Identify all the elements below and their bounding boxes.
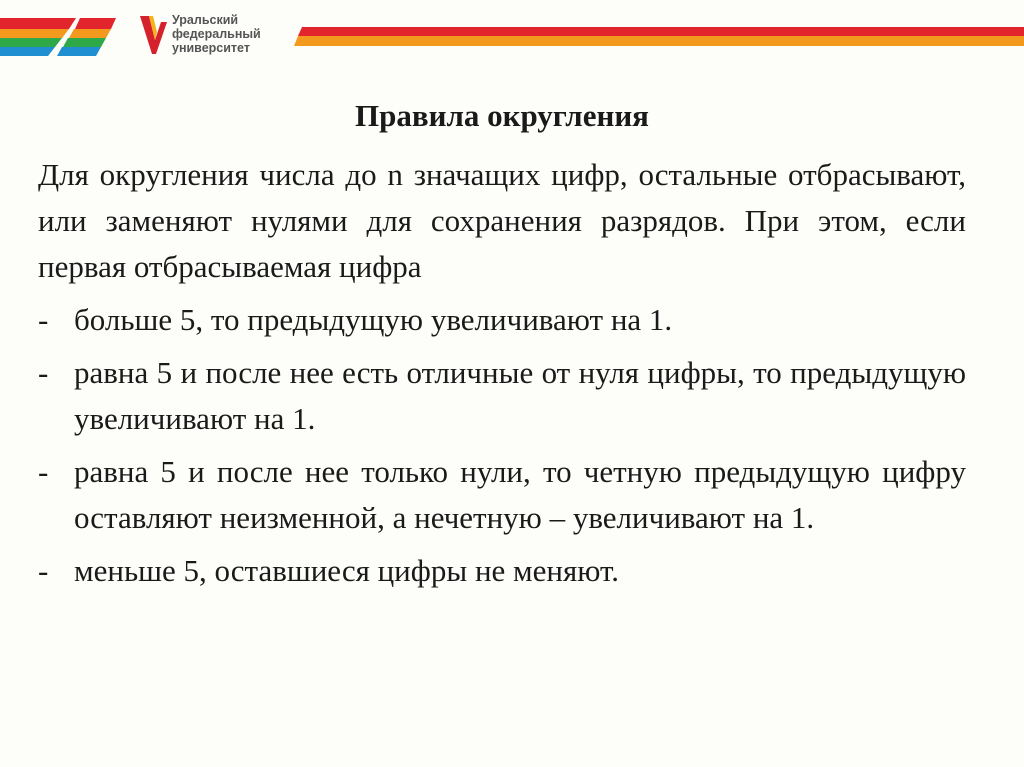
university-name bbox=[172, 13, 261, 55]
rule-item-2 bbox=[38, 350, 966, 442]
rule-marker: - bbox=[38, 553, 49, 588]
rule-marker: - bbox=[38, 355, 49, 390]
rule-text: больше 5, то предыдущую увеличивают на 1. bbox=[74, 302, 673, 337]
left-stripe-green-short bbox=[63, 38, 106, 47]
left-stripe-orange bbox=[0, 29, 69, 38]
slide-title: Правила округления bbox=[355, 98, 649, 133]
left-stripe-red bbox=[0, 18, 76, 29]
right-stripe-red bbox=[298, 27, 1024, 36]
logo-line-3: университет bbox=[172, 41, 250, 55]
rule-item-3 bbox=[38, 449, 966, 541]
rule-text: меньше 5, оставшиеся цифры не меняют. bbox=[74, 553, 619, 588]
rule-marker: - bbox=[38, 454, 49, 489]
rule-marker: - bbox=[38, 302, 49, 337]
left-stripe-blue-short bbox=[57, 47, 101, 56]
left-stripe-orange-short bbox=[69, 29, 111, 38]
right-stripe-orange bbox=[294, 36, 1024, 46]
left-stripe-red-short bbox=[75, 18, 116, 29]
rule-text: равна 5 и после нее только нули, то четную предыдущую цифру оставляют неизменной, а нечетную – увеличивают на 1. bbox=[74, 454, 966, 535]
university-logo-icon bbox=[138, 14, 168, 56]
left-stripe-blue bbox=[0, 47, 55, 56]
logo-line-1: Уральский bbox=[172, 13, 239, 27]
rule-item-1 bbox=[38, 297, 966, 343]
logo-line-2: федеральный bbox=[172, 27, 261, 41]
slide-content bbox=[38, 152, 966, 601]
header-banner bbox=[0, 0, 1024, 70]
rule-text: равна 5 и после нее есть отличные от нуля цифры, то предыдущую увеличивают на 1. bbox=[74, 355, 966, 436]
left-stripe-green bbox=[0, 38, 62, 47]
rules-list bbox=[38, 297, 966, 594]
rule-item-4 bbox=[38, 548, 966, 594]
intro-paragraph: Для округления числа до n значащих цифр, остальные отбрасывают, или заменяют нулями для сохранения разрядов. При этом, если первая отбрасываемая цифра bbox=[38, 157, 966, 284]
